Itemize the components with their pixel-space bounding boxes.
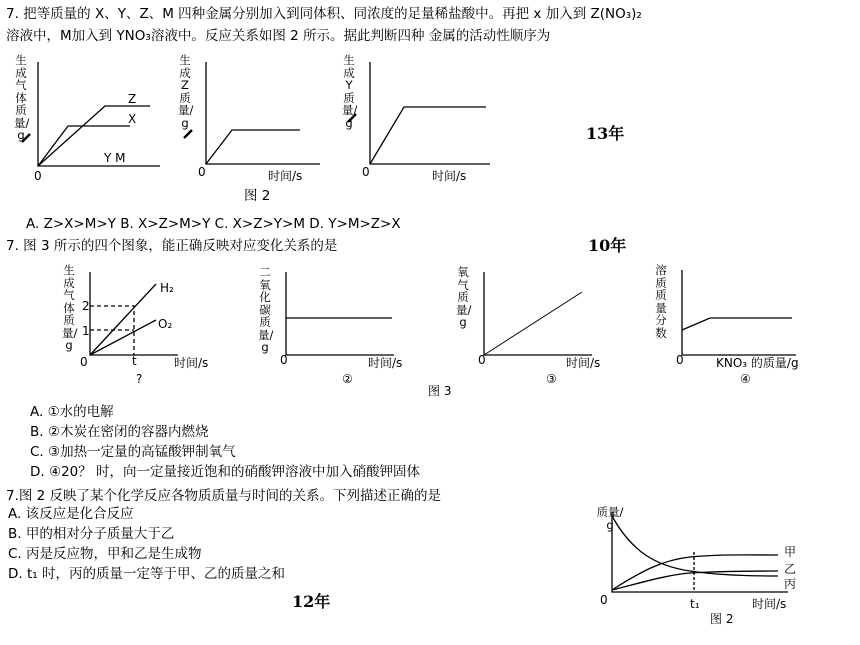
q13-g3-slash bbox=[348, 114, 356, 122]
q10-g4-caption: ④ bbox=[740, 372, 751, 386]
q10-g1-tick-2: 2 bbox=[82, 299, 90, 313]
q12-curve-bing bbox=[612, 516, 778, 576]
q10-g3-origin: 0 bbox=[478, 353, 486, 367]
q13-g3-xlabel: 时间/s bbox=[432, 169, 467, 183]
q13-stem-line1: 7. 把等质量的 X、Y、Z、M 四种金属分别加入到同体积、同浓度的足量稀盐酸中。再把 x 加入到 Z(NO₃)₂ bbox=[6, 6, 642, 22]
q13-g1-ylabel: 生成气体质量/g bbox=[14, 53, 30, 142]
q12-graph-t1: t₁ bbox=[690, 597, 700, 611]
q10-figure-caption: 图 3 bbox=[428, 384, 452, 398]
q12-curve-yi bbox=[612, 571, 778, 590]
q13-g2-ylabel: 生成Z质量/g bbox=[178, 53, 194, 130]
q12-year: 12年 bbox=[292, 592, 331, 611]
q10-graph2 bbox=[286, 272, 394, 355]
q10-g1-tick-1: 1 bbox=[82, 324, 90, 338]
q10-g3-xlabel: 时间/s bbox=[566, 356, 601, 370]
q12-graph-curve-bing: 丙 bbox=[784, 577, 797, 591]
q12-option-b: B. 甲的相对分子质量大于乙 bbox=[8, 526, 175, 542]
q10-g1-h2-line bbox=[90, 284, 156, 355]
q12-option-a: A. 该反应是化合反应 bbox=[8, 506, 134, 522]
q10-option-a: A. ①水的电解 bbox=[30, 404, 114, 420]
q13-g2-xlabel: 时间/s bbox=[268, 169, 303, 183]
q13-options: A. Z>X>M>Y B. X>Z>M>Y C. X>Z>Y>M D. Y>M>Z>X bbox=[26, 216, 401, 232]
q13-year: 13年 bbox=[586, 124, 625, 143]
q10-g2-origin: 0 bbox=[280, 353, 288, 367]
q13-g3-axes bbox=[370, 62, 490, 164]
q12-graph-origin: 0 bbox=[600, 593, 608, 607]
q10-g3-ylabel: 氧气质量/g bbox=[456, 265, 472, 329]
q13-g2-curve bbox=[206, 130, 300, 164]
q10-g3-axes bbox=[484, 272, 592, 355]
q12-graph-curve-jia: 甲 bbox=[784, 545, 797, 559]
q13-stem-line2: 溶液中，M加入到 YNO₃溶液中。反应关系如图 2 所示。据此判断四种 金属的活动性顺序为 bbox=[6, 28, 551, 44]
q10-stem: 7. 图 3 所示的四个图象，能正确反映对应变化关系的是 bbox=[6, 238, 338, 254]
q13-g1-curve-x: X bbox=[128, 112, 137, 126]
q13-g1-slash bbox=[22, 134, 30, 142]
q10-option-c: C. ③加热一定量的高锰酸钾制氧气 bbox=[30, 444, 236, 460]
q10-graph1 bbox=[90, 272, 178, 355]
q10-g1-curve-h2: H₂ bbox=[160, 281, 174, 295]
q10-g3-curve bbox=[484, 292, 582, 355]
q12-graph-ylabel: 质量/g bbox=[596, 505, 624, 532]
q10-graph3 bbox=[484, 272, 592, 355]
q10-g4-curve bbox=[682, 318, 792, 330]
q12-option-d: D. t₁ 时，丙的质量一定等于甲、乙的质量之和 bbox=[8, 566, 285, 582]
q10-g1-curve-o2: O₂ bbox=[158, 317, 173, 331]
q13-g2-axes bbox=[206, 62, 320, 164]
q13-graph3 bbox=[348, 62, 490, 164]
q10-g4-axes bbox=[682, 270, 796, 355]
q10-g2-caption: ② bbox=[342, 372, 353, 386]
q13-g2-slash bbox=[184, 130, 192, 138]
q13-g3-origin: 0 bbox=[362, 165, 370, 179]
q10-g2-ylabel: 二氧化碳质量/g bbox=[258, 265, 274, 354]
q12-figure-caption: 图 2 bbox=[710, 612, 734, 626]
q12-graph-curve-yi: 乙 bbox=[784, 562, 797, 576]
q10-year: 10年 bbox=[588, 236, 627, 255]
q12-option-c: C. 丙是反应物，甲和乙是生成物 bbox=[8, 546, 202, 562]
q10-g2-axes bbox=[286, 272, 394, 355]
q10-option-d: D. ④20？ 时，向一定量接近饱和的硝酸钾溶液中加入硝酸钾固体 bbox=[30, 464, 421, 480]
q13-g1-bottom-label: Y M bbox=[104, 151, 126, 165]
q13-g1-curve-z: Z bbox=[128, 92, 137, 106]
q10-g1-t-label: t bbox=[132, 354, 137, 368]
q10-g4-xlabel: KNO₃ 的质量/g bbox=[716, 356, 799, 370]
q13-figure-caption: 图 2 bbox=[244, 188, 271, 204]
q13-g1-curve-x-line bbox=[38, 126, 130, 166]
q10-g1-xlabel: 时间/s bbox=[174, 356, 209, 370]
q10-g3-caption: ③ bbox=[546, 372, 557, 386]
q10-graph4 bbox=[682, 270, 796, 355]
q10-g2-xlabel: 时间/s bbox=[368, 356, 403, 370]
q13-g2-origin: 0 bbox=[198, 165, 206, 179]
q10-g1-o2-line bbox=[90, 320, 156, 355]
q10-g4-ylabel: 溶质质量分数 bbox=[655, 263, 667, 340]
q13-g1-curve-z-line bbox=[38, 106, 150, 166]
q10-option-b: B. ②木炭在密闭的容器内燃烧 bbox=[30, 424, 209, 440]
q12-stem: 7.图 2 反映了某个化学反应各物质质量与时间的关系。下列描述正确的是 bbox=[6, 488, 442, 504]
q10-g1-ylabel: 生成气体质量/g bbox=[62, 263, 78, 352]
q13-graph2 bbox=[184, 62, 320, 164]
q10-g1-origin: 0 bbox=[80, 355, 88, 369]
q12-axes bbox=[612, 512, 788, 592]
q10-g1-caption: ? bbox=[136, 372, 143, 386]
q12-graph-xlabel: 时间/s bbox=[752, 597, 787, 611]
q13-graph1 bbox=[22, 62, 160, 166]
q10-g4-origin: 0 bbox=[676, 353, 684, 367]
q13-g3-ylabel: 生成Y质量/g bbox=[342, 53, 358, 130]
q13-g3-curve bbox=[370, 107, 486, 164]
q13-g1-origin: 0 bbox=[34, 169, 42, 183]
q12-graph bbox=[612, 512, 788, 592]
